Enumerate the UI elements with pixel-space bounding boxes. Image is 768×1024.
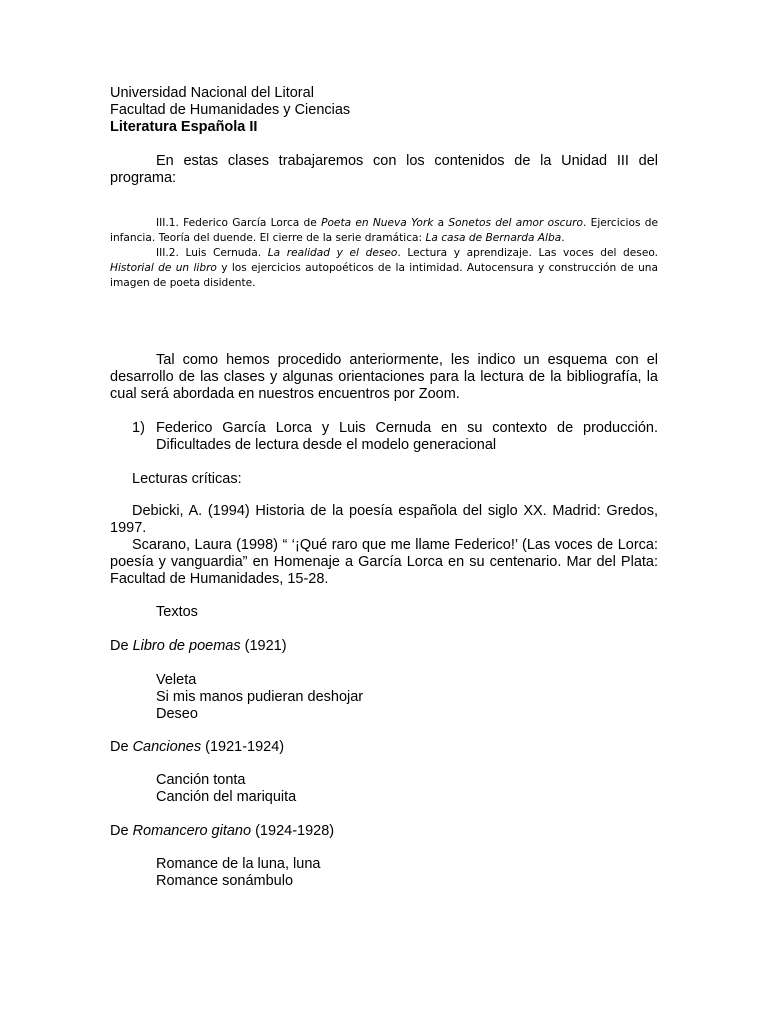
university-name: Universidad Nacional del Litoral: [110, 85, 314, 101]
list-item: [110, 420, 658, 454]
program-item-2: III.2. Luis Cernuda. La realidad y el deseo. Lectura y aprendizaje. Las voces del deseo. Historial de un libro y los ejercicios autopoéticos de la intimidad. Autocensura y construcción de una imagen de poeta disidente.: [110, 247, 658, 289]
poem-list: [156, 856, 320, 890]
poem-title: Romance de la luna, luna: [156, 856, 321, 872]
poem-title: Canción del mariquita: [156, 789, 297, 805]
poem-title: Deseo: [156, 706, 198, 722]
readings-label: Lecturas críticas:: [132, 471, 242, 487]
list-number: 1): [132, 420, 145, 436]
faculty-name: Facultad de Humanidades y Ciencias: [110, 102, 351, 118]
poem-title: Veleta: [156, 672, 197, 688]
poem-title: Si mis manos pudieran deshojar: [156, 689, 364, 705]
program-item-1: III.1. Federico García Lorca de Poeta en Nueva York a Sonetos del amor oscuro. Ejercicios de infancia. Teoría del duende. El cierre de la serie dramática: La casa de Bernarda Alba.: [110, 217, 658, 244]
scheme-paragraph: Tal como hemos procedido anteriormente, les indico un esquema con el desarrollo de las clases y algunas orientaciones para la lectura de la bibliografía, la cual será abordada en nuestros encuentros por Zoom.: [110, 352, 658, 402]
program-excerpt: [110, 216, 658, 291]
document-header: [110, 85, 658, 136]
readings-list: [110, 503, 658, 588]
texts-label: Textos: [156, 604, 198, 620]
poem-list: [156, 772, 296, 806]
poem-list: [156, 672, 363, 723]
intro-paragraph: En estas clases trabajaremos con los contenidos de la Unidad III del programa:: [110, 153, 658, 186]
list-item-text: Federico García Lorca y Luis Cernuda en su contexto de producción. Dificultades de lectura desde el modelo generacional: [156, 420, 658, 453]
book-heading: De Canciones (1921-1924): [110, 739, 285, 755]
poem-title: Canción tonta: [156, 772, 246, 788]
course-title: Literatura Española II: [110, 119, 258, 135]
reading-entry: Debicki, A. (1994) Historia de la poesía española del siglo XX. Madrid: Gredos, 1997.: [110, 503, 658, 536]
book-heading: De Libro de poemas (1921): [110, 638, 287, 654]
poem-title: Romance sonámbulo: [156, 873, 294, 889]
reading-entry: Scarano, Laura (1998) “ ‘¡Qué raro que me llame Federico!’ (Las voces de Lorca: poesía y vanguardia” en Homenaje a García Lorca en su centenario. Mar del Plata: Facultad de Humanidades, 15-28.: [110, 537, 658, 587]
book-heading: De Romancero gitano (1924-1928): [110, 823, 335, 839]
